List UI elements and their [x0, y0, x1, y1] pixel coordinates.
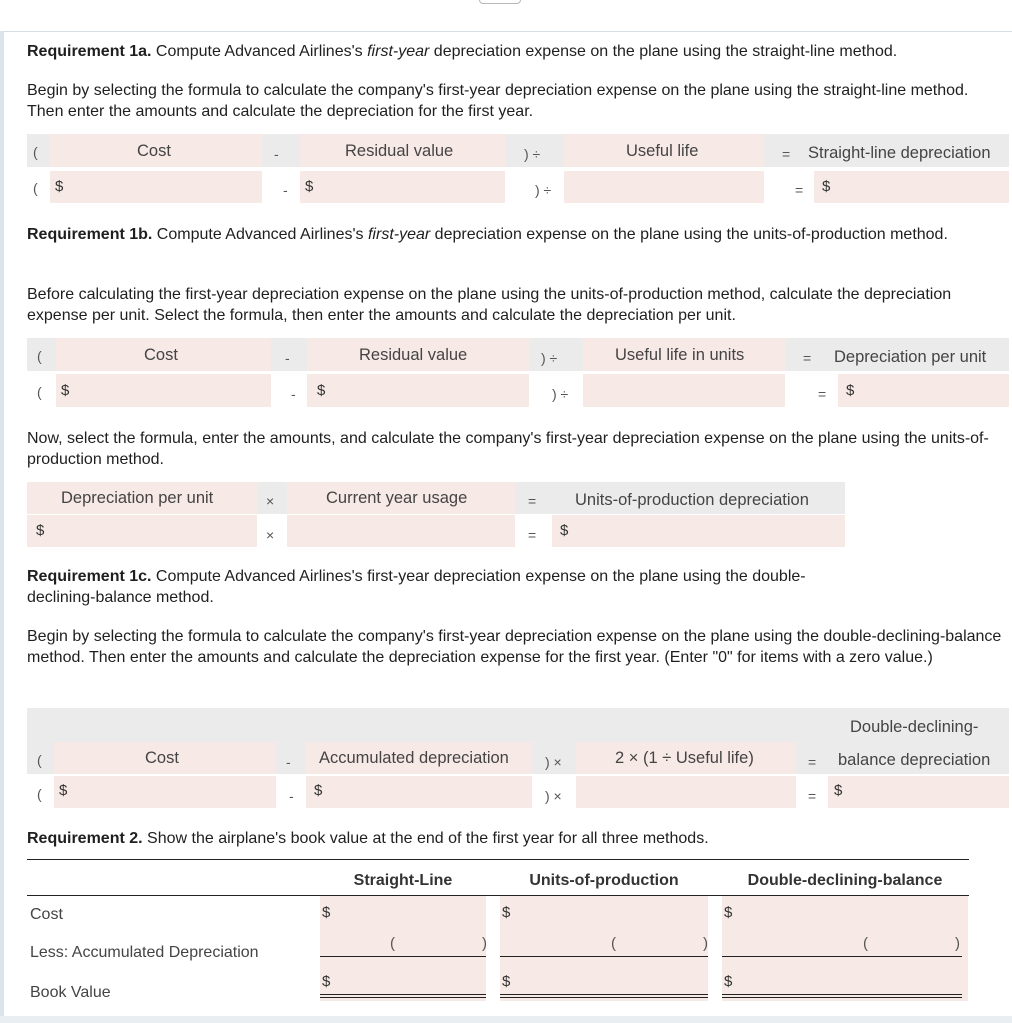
req1b-dpu-label: Depreciation per unit: [61, 489, 214, 507]
req1b-open-paren: (: [37, 348, 42, 364]
req1a-cost-input[interactable]: [50, 171, 262, 203]
req2-ddb-bv-dollar: $: [724, 973, 733, 990]
req1b-row-open-paren: (: [37, 384, 42, 400]
req1c-cost-label: Cost: [145, 749, 179, 767]
req1b-row-minus: -: [291, 386, 296, 402]
req1b-heading: Requirement 1b. Compute Advanced Airlines's first-year depreciation expense on the plane using the units-of-production method.: [27, 226, 948, 243]
req1a-residual-input[interactable]: [300, 171, 505, 203]
req1a-row-equals: =: [795, 182, 804, 198]
req2-sl-subtotal-rule: [320, 956, 486, 957]
req1a-open-paren: (: [33, 144, 38, 160]
req1a-row-minus: -: [283, 182, 288, 198]
req1b-upd-result-label: Units-of-production depreciation: [575, 491, 809, 509]
req1a-close-divide: ) ÷: [524, 146, 541, 162]
req1b-usefullife-input[interactable]: [583, 374, 785, 407]
req2-up-total-rule: [500, 994, 708, 998]
req1c-minus: -: [286, 754, 291, 770]
req1b-cost-label: Cost: [144, 346, 178, 364]
req1b-residual-label: Residual value: [359, 346, 468, 364]
req1b-row-close-divide: ) ÷: [552, 386, 569, 402]
req1b-row2-times: ×: [266, 527, 275, 543]
req2-col-ddb: Double-declining-balance: [747, 872, 943, 889]
req1a-residual-label: Residual value: [345, 142, 454, 160]
req1b-result-label: Depreciation per unit: [834, 348, 987, 366]
req2-col-straight-line: Straight-Line: [353, 872, 453, 889]
req2-heading: Requirement 2. Show the airplane's book value at the end of the first year for all three methods.: [27, 830, 709, 847]
req2-sl-cost-dollar: $: [322, 904, 331, 921]
req1a-dollar-result: $: [822, 178, 831, 195]
req1a-result-input[interactable]: [814, 171, 1009, 203]
req1c-rate-label: 2 × (1 ÷ Useful life): [615, 749, 754, 767]
req1c-rate-input[interactable]: [576, 776, 796, 808]
req1c-row-close-times: ) ×: [545, 788, 562, 804]
req2-sl-bv-dollar: $: [322, 973, 331, 990]
req2-up-bv-dollar: $: [502, 973, 511, 990]
req1b-usage-label: Current year usage: [326, 489, 468, 507]
req2-ddb-cost-dollar: $: [724, 904, 733, 921]
req1b-minus: -: [285, 350, 290, 366]
req2-table-top-rule: [27, 859, 969, 860]
req1c-row-open-paren: (: [37, 786, 42, 802]
req2-up-paren-open: (: [611, 935, 616, 952]
req1b-dollar-upd: $: [560, 522, 569, 539]
req1c-row-equals: =: [808, 788, 817, 804]
req2-up-paren-close: ): [703, 935, 708, 952]
req1a-usefullife-label: Useful life: [626, 142, 699, 160]
req1b-equals2: =: [528, 493, 537, 509]
left-border: [0, 31, 4, 1023]
req1b-usage-input[interactable]: [287, 515, 515, 547]
req1a-instructions: Begin by selecting the formula to calculate the company's first-year depreciation expense on the plane using the straight-line method. Then enter the amounts and calculate the depreciation for the first year.: [27, 82, 969, 120]
req1b-residual-input[interactable]: [307, 374, 529, 407]
req2-ddb-total-rule: [722, 994, 962, 998]
req1c-accum-label: Accumulated depreciation: [319, 749, 509, 767]
req2-sl-total-rule: [320, 994, 486, 998]
req1a-minus: -: [274, 146, 279, 162]
req1c-result-input[interactable]: [828, 776, 1009, 808]
req1c-row-minus: -: [289, 788, 294, 804]
req2-ddb-paren-open: (: [863, 935, 868, 952]
req1a-dollar-residual: $: [305, 178, 314, 195]
req1c-dollar-result: $: [834, 782, 843, 799]
req1b-instructions2: Now, select the formula, enter the amounts, and calculate the company's first-year depreciation expense on the plane using the units-of-production method.: [27, 430, 989, 468]
req2-sl-paren-close: ): [482, 935, 487, 952]
req1b-dollar-cost: $: [61, 382, 70, 399]
req1c-accum-input[interactable]: [306, 776, 532, 808]
req1a-row-close-divide: ) ÷: [535, 182, 552, 198]
req1c-result-label-line2: balance depreciation: [838, 751, 991, 769]
req1b-times: ×: [266, 493, 275, 509]
req1a-result-label: Straight-line depreciation: [808, 144, 991, 162]
req2-row-accum: Less: Accumulated Depreciation: [30, 944, 259, 961]
bottom-border: [0, 1016, 1012, 1023]
req1b-result-input[interactable]: [838, 374, 1009, 407]
req1b-row2-equals: =: [528, 527, 537, 543]
req1b-cost-input[interactable]: [56, 374, 271, 407]
req2-straight-line-inputs[interactable]: [320, 896, 486, 1001]
req2-up-cost-dollar: $: [502, 904, 511, 921]
req2-units-inputs[interactable]: [500, 896, 708, 1001]
req1b-instructions: Before calculating the first-year depreciation expense on the plane using the units-of-production method, calculate the depreciation expense per unit. Select the formula, then enter the amounts and calculate the depreciation per unit.: [27, 286, 952, 324]
divider: [0, 31, 1012, 32]
req1b-upd-result-input[interactable]: [552, 515, 845, 547]
req1a-dollar-cost: $: [55, 178, 64, 195]
req1b-dpu-input[interactable]: [27, 515, 257, 547]
req1c-instructions: Begin by selecting the formula to calculate the company's first-year depreciation expense on the plane using the double-declining-balance method. Then enter the amounts and calculate the depreciation expense for the first year. (Enter "0" for items with a zero value.): [27, 628, 1002, 666]
req2-ddb-inputs[interactable]: [722, 896, 968, 1001]
req2-ddb-paren-close: ): [955, 935, 960, 952]
req1a-cost-label: Cost: [137, 142, 171, 160]
req1c-close-times: ) ×: [545, 754, 562, 770]
req2-col-units-of-production: Units-of-production: [529, 872, 679, 889]
req2-ddb-subtotal-rule: [722, 956, 962, 957]
req1b-dollar-dpu: $: [36, 522, 45, 539]
req2-row-book-value: Book Value: [30, 984, 111, 1001]
req1c-heading: Requirement 1c. Compute Advanced Airlines's first-year depreciation expense on the plane using the double-declining-balance method.: [27, 568, 806, 606]
req1b-equals: =: [803, 350, 812, 366]
req1b-usefullife-label: Useful life in units: [615, 346, 745, 364]
req2-row-cost: Cost: [30, 906, 63, 923]
req2-sl-paren-open: (: [390, 935, 395, 952]
req1b-close-divide: ) ÷: [541, 350, 558, 366]
req2-up-subtotal-rule: [500, 956, 708, 957]
req1b-row-equals: =: [818, 386, 827, 402]
req1a-heading: Requirement 1a. Compute Advanced Airlines's first-year depreciation expense on the plane using the straight-line method.: [27, 43, 898, 60]
scroll-handle[interactable]: [479, 0, 521, 4]
req1a-equals: =: [782, 146, 791, 162]
req1c-equals: =: [808, 754, 817, 770]
req1a-row-open-paren: (: [33, 180, 38, 196]
req1a-usefullife-input[interactable]: [564, 171, 764, 203]
req1c-dollar-cost: $: [59, 782, 68, 799]
req1c-open-paren: (: [37, 752, 42, 768]
req1b-dollar-residual: $: [317, 382, 326, 399]
req1b-dollar-result: $: [846, 382, 855, 399]
req1c-dollar-accum: $: [314, 782, 323, 799]
req1c-cost-input[interactable]: [54, 776, 276, 808]
req1c-result-label-line1: Double-declining-: [850, 718, 979, 736]
